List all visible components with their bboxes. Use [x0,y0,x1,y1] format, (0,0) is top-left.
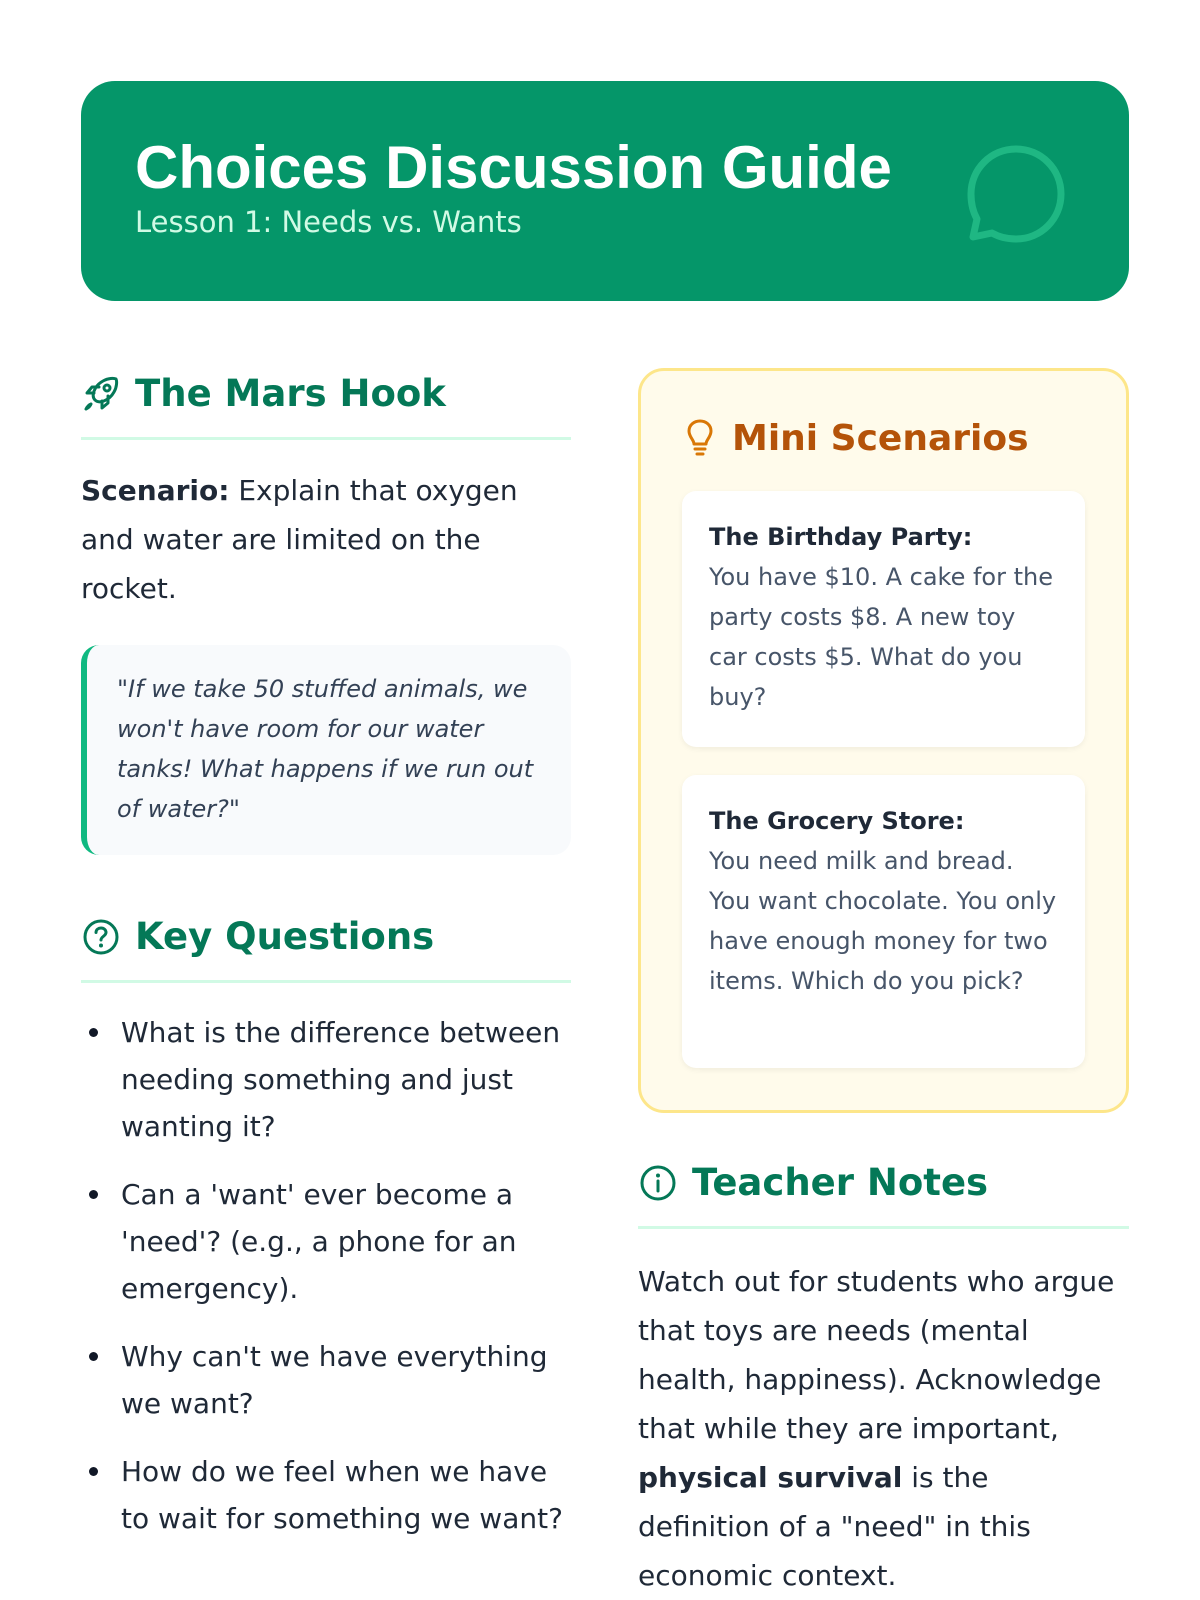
scenario-paragraph [81,466,571,613]
mini-scenarios-heading [682,411,1085,465]
list-item: Why can't we have everything we want? [81,1333,571,1427]
key-questions-title: Key Questions [135,915,435,958]
rocket-icon [81,374,121,414]
scenario-text: Explain that oxygen and water are limited on the rocket. [81,474,518,605]
scenario-card-title: The Grocery Store: [709,807,965,835]
scenario-card-body: You have $10. A cake for the party costs $8. A new toy car costs $5. What do you buy? [709,563,1053,711]
mars-hook-title: The Mars Hook [135,372,446,415]
teacher-notes-title: Teacher Notes [692,1161,989,1204]
teacher-notes-text [638,1257,1129,1600]
header-banner [81,81,1129,301]
scenario-card-birthday [682,491,1085,747]
teacher-notes-text-part-2: is the definition of a "need" in this economic context. [638,1461,1031,1592]
hook-quote: "If we take 50 stuffed animals, we won't have room for our water tanks! What happens if we run out of water?" [81,645,571,855]
key-questions-list [81,1009,571,1542]
info-circle-icon [638,1163,678,1203]
mini-scenarios-title: Mini Scenarios [732,417,1029,459]
page-title: Choices Discussion Guide [135,134,892,201]
list-item: What is the difference between needing something and just wanting it? [81,1009,571,1150]
lightbulb-icon [682,417,718,459]
mars-hook-heading [81,368,571,440]
teacher-notes-heading [638,1157,1129,1229]
scenario-card-grocery [682,775,1085,1068]
teacher-notes-text-part-1: Watch out for students who argue that toys are needs (mental health, happiness). Acknowledge that while they are important, [638,1265,1115,1445]
list-item: How do we feel when we have to wait for something we want? [81,1448,571,1542]
page-subtitle: Lesson 1: Needs vs. Wants [135,205,522,239]
question-circle-icon [81,917,121,957]
mini-scenarios-box [638,368,1129,1113]
right-column [638,368,1129,1600]
scenario-card-body: You need milk and bread. You want chocolate. You only have enough money for two items. Which do you pick? [709,847,1057,995]
scenario-label: Scenario: [81,474,230,507]
key-questions-heading [81,911,571,983]
chat-bubble-icon [961,139,1071,249]
teacher-notes-bold: physical survival [638,1461,903,1494]
scenario-card-title: The Birthday Party: [709,523,973,551]
list-item: Can a 'want' ever become a 'need'? (e.g., a phone for an emergency). [81,1171,571,1312]
left-column [81,368,571,1563]
